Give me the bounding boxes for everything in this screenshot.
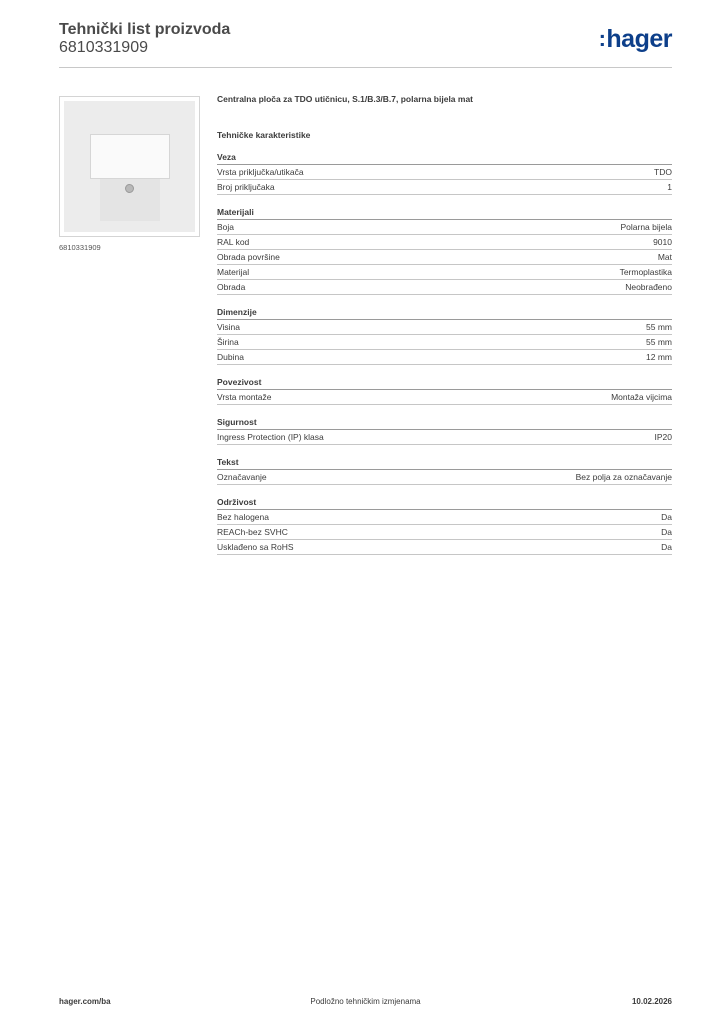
spec-group xyxy=(217,306,672,365)
spec-content xyxy=(217,94,672,566)
spec-label: Usklađeno sa RoHS xyxy=(217,542,294,552)
spec-label: Ingress Protection (IP) klasa xyxy=(217,432,324,442)
spec-value: Neobrađeno xyxy=(625,282,672,292)
spec-value: Polarna bijela xyxy=(620,222,672,232)
spec-label: Vrsta priključka/utikača xyxy=(217,167,304,177)
spec-group-title: Veza xyxy=(217,151,672,165)
spec-value: Da xyxy=(661,527,672,537)
spec-label: Obrada površine xyxy=(217,252,280,262)
footer-notice: Podložno tehničkim izmjenama xyxy=(310,997,421,1006)
spec-value: Bez polja za označavanje xyxy=(575,472,672,482)
spec-value: Da xyxy=(661,512,672,522)
spec-value: Da xyxy=(661,542,672,552)
characteristics-title: Tehničke karakteristike xyxy=(217,130,311,140)
product-description: Centralna ploča za TDO utičnicu, S.1/B.3/B.7, polarna bijela mat xyxy=(217,94,474,104)
spec-value: 55 mm xyxy=(646,322,672,332)
logo-text: hager xyxy=(606,25,672,53)
spec-row xyxy=(217,390,672,405)
spec-value: Mat xyxy=(657,252,672,262)
spec-row xyxy=(217,250,672,265)
spec-row xyxy=(217,265,672,280)
spec-row xyxy=(217,165,672,180)
spec-group-title: Povezivost xyxy=(217,376,672,390)
spec-label: Dubina xyxy=(217,352,244,362)
spec-label: REACh-bez SVHC xyxy=(217,527,288,537)
spec-group xyxy=(217,151,672,195)
spec-group-title: Održivost xyxy=(217,496,672,510)
spec-value: Montaža vijcima xyxy=(611,392,672,402)
footer-website: hager.com/ba xyxy=(59,997,111,1006)
spec-row xyxy=(217,510,672,525)
spec-value: Termoplastika xyxy=(619,267,672,277)
spec-group xyxy=(217,376,672,405)
spec-group-title: Materijali xyxy=(217,206,672,220)
spec-value: 12 mm xyxy=(646,352,672,362)
spec-group xyxy=(217,206,672,295)
spec-row xyxy=(217,430,672,445)
spec-value: 9010 xyxy=(653,237,672,247)
hager-logo xyxy=(599,27,672,52)
spec-group xyxy=(217,416,672,445)
spec-groups xyxy=(217,151,672,555)
spec-group-title: Sigurnost xyxy=(217,416,672,430)
spec-group-title: Tekst xyxy=(217,456,672,470)
spec-row xyxy=(217,470,672,485)
spec-label: Obrada xyxy=(217,282,246,292)
cover-plate xyxy=(64,101,195,232)
spec-value: 1 xyxy=(667,182,672,192)
spec-row xyxy=(217,540,672,555)
spec-label: Širina xyxy=(217,337,239,347)
footer-date: 10.02.2026 xyxy=(631,997,672,1006)
logo-colon: : xyxy=(598,26,606,51)
spec-group xyxy=(217,456,672,485)
spec-value: IP20 xyxy=(654,432,672,442)
plate-socket-opening xyxy=(90,134,170,179)
image-caption: 6810331909 xyxy=(59,243,101,252)
spec-value: TDO xyxy=(654,167,672,177)
spec-label: Materijal xyxy=(217,267,250,277)
spec-row xyxy=(217,235,672,250)
spec-row xyxy=(217,320,672,335)
product-image xyxy=(59,96,200,237)
header-divider xyxy=(59,67,672,68)
spec-row xyxy=(217,350,672,365)
spec-row xyxy=(217,335,672,350)
page-title: Tehnički list proizvoda xyxy=(59,21,231,38)
spec-group-title: Dimenzije xyxy=(217,306,672,320)
spec-label: Vrsta montaže xyxy=(217,392,272,402)
spec-value: 55 mm xyxy=(646,337,672,347)
spec-label: Bez halogena xyxy=(217,512,269,522)
plate-screw-icon xyxy=(125,184,134,193)
spec-label: Boja xyxy=(217,222,235,232)
spec-label: Označavanje xyxy=(217,472,267,482)
spec-label: Visina xyxy=(217,322,240,332)
spec-group xyxy=(217,496,672,555)
spec-row xyxy=(217,220,672,235)
spec-label: Broj priključaka xyxy=(217,182,275,192)
spec-label: RAL kod xyxy=(217,237,250,247)
spec-row xyxy=(217,525,672,540)
spec-row xyxy=(217,180,672,195)
article-number: 6810331909 xyxy=(59,39,148,56)
spec-row xyxy=(217,280,672,295)
